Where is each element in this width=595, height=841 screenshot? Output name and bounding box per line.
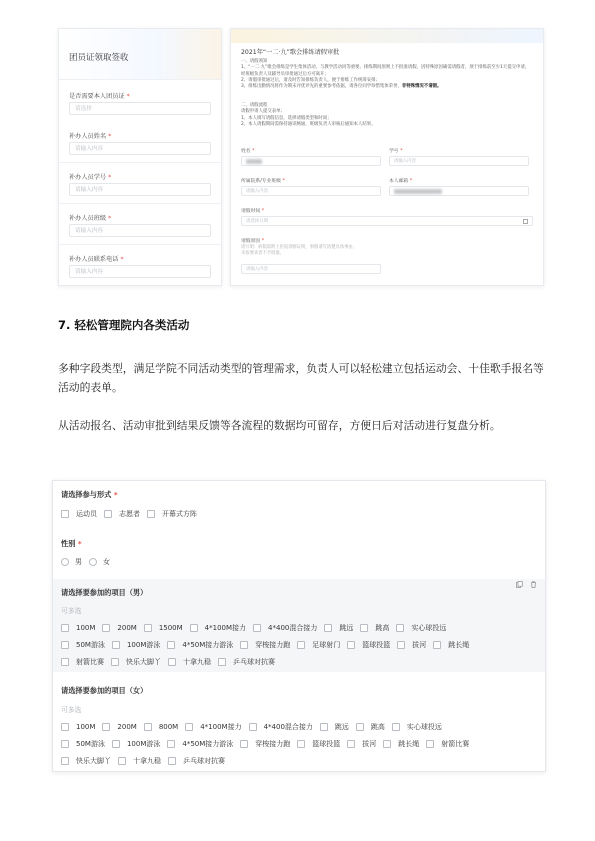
checkbox[interactable] bbox=[167, 740, 175, 748]
checkbox[interactable] bbox=[324, 624, 332, 632]
class-input[interactable]: 请输入内容 bbox=[69, 224, 211, 237]
checkbox[interactable] bbox=[167, 641, 175, 649]
form-title: 团员证领取签收 bbox=[69, 53, 129, 63]
question-label: 性别 * bbox=[61, 539, 82, 548]
trash-icon[interactable] bbox=[530, 581, 537, 588]
checkbox[interactable] bbox=[112, 641, 120, 649]
field-label: 是否需要本人团员证 * bbox=[69, 93, 130, 100]
checkbox-option[interactable]: 200M bbox=[102, 723, 136, 731]
checkbox[interactable] bbox=[360, 624, 368, 632]
checkbox-option[interactable]: 拔河 bbox=[347, 739, 376, 749]
radio[interactable] bbox=[61, 558, 69, 566]
checkbox-option[interactable]: 篮球投篮 bbox=[297, 739, 340, 749]
checkbox[interactable] bbox=[61, 510, 69, 518]
checkbox[interactable] bbox=[168, 757, 176, 765]
checkbox-option[interactable]: 穿梭接力跑 bbox=[240, 640, 290, 650]
reason-input[interactable]: 请输入内容 bbox=[241, 264, 381, 274]
checkbox[interactable] bbox=[144, 723, 152, 731]
college-label: 所属院系/专业班级 * bbox=[241, 179, 285, 184]
notes-text: 一、请假须知 1、“一二·九”歌会排练是学生集体活动，与教学活动同等重要。排练期间原则上不批准请假，因特殊原因确需请假者，须于排练前至少1天提交申请，经班级负责人及辅导员审批通过后方可离开； 2、请假审批通过后，请及时告知排练负责人，便于排练工作统筹安排； 3、排练出勤情况将作为期末评优评先的重要参考依据，请各位同学珍惜集体荣誉，非特殊情况不请假。 bbox=[241, 59, 530, 90]
checkbox-group bbox=[61, 739, 476, 749]
question-label: 请选择要参加的项目（男） bbox=[61, 588, 148, 597]
checkbox-option[interactable]: 射箭比赛 bbox=[61, 657, 104, 667]
checkbox-option[interactable]: 跳长绳 bbox=[383, 739, 419, 749]
checkbox[interactable] bbox=[61, 757, 69, 765]
checkbox-option[interactable]: 十拿九稳 bbox=[168, 657, 211, 667]
calendar-icon bbox=[523, 219, 528, 224]
checkbox[interactable] bbox=[383, 740, 391, 748]
redacted-value bbox=[394, 189, 442, 194]
checkbox[interactable] bbox=[347, 641, 355, 649]
question-label: 请选择参与形式 * bbox=[61, 490, 118, 499]
checkbox[interactable] bbox=[61, 740, 69, 748]
checkbox-option[interactable]: 4*50M接力游泳 bbox=[167, 739, 233, 749]
student-id-input[interactable]: 请输入内容 bbox=[389, 156, 529, 166]
checkbox-option[interactable]: 800M bbox=[144, 723, 178, 731]
checkbox-option[interactable]: 志愿者 bbox=[104, 509, 140, 519]
activity-signup-form bbox=[52, 480, 546, 772]
checkbox-option[interactable]: 跳远 bbox=[320, 722, 349, 732]
name-input[interactable] bbox=[241, 156, 381, 166]
checkbox-option[interactable]: 50M游泳 bbox=[61, 640, 105, 650]
header-gradient bbox=[231, 29, 543, 43]
checkbox-option[interactable]: 100M bbox=[61, 624, 95, 632]
reason-hint: 请写明：病假需附上医院诊断证明，事假请写清楚具体事由，未按要求者不予批准。 bbox=[241, 245, 358, 256]
checkbox-group bbox=[61, 756, 232, 766]
form-title: 2021年“一二·九”歌会排练请假审批 bbox=[241, 49, 340, 56]
redacted-value bbox=[246, 159, 262, 164]
checkbox[interactable] bbox=[297, 740, 305, 748]
field-label: 补办人员学号 * bbox=[69, 174, 112, 181]
checkbox-option[interactable]: 4*400混合接力 bbox=[253, 623, 317, 633]
checkbox-option[interactable]: 跳长绳 bbox=[433, 640, 469, 650]
field-label: 补办人员班级 * bbox=[69, 215, 112, 222]
field-label: 补办人员姓名 * bbox=[69, 133, 112, 140]
checkbox-option[interactable]: 跳远 bbox=[324, 623, 353, 633]
checkbox-option[interactable]: 开幕式方阵 bbox=[147, 509, 197, 519]
checkbox[interactable] bbox=[61, 641, 69, 649]
mobile-form-preview bbox=[58, 28, 222, 286]
date-picker[interactable]: 请选择日期 bbox=[241, 216, 533, 226]
question-hint: 可多选 bbox=[61, 706, 82, 714]
desktop-form-preview bbox=[230, 28, 544, 286]
checkbox[interactable] bbox=[102, 624, 110, 632]
checkbox[interactable] bbox=[61, 624, 69, 632]
checkbox-option[interactable]: 拔河 bbox=[397, 640, 426, 650]
name-input[interactable]: 请输入内容 bbox=[69, 142, 211, 155]
time-label: 请假时间 * bbox=[241, 209, 265, 214]
copy-icon[interactable] bbox=[516, 581, 523, 588]
checkbox[interactable] bbox=[433, 641, 441, 649]
checkbox-option[interactable]: 快乐大脚丫 bbox=[61, 756, 111, 766]
question-hint: 可多选 bbox=[61, 607, 82, 615]
checkbox[interactable] bbox=[240, 641, 248, 649]
checkbox-option[interactable]: 100M bbox=[61, 723, 95, 731]
checkbox[interactable] bbox=[426, 740, 434, 748]
process-text: 二、请假流程 请假申请人提交表单； 1、本人填写请假信息，选择请假类型和时间； 2、本人请假期间需保持通讯畅通，班级负责人审核后通知本人结果。 bbox=[241, 103, 376, 127]
checkbox[interactable] bbox=[249, 723, 257, 731]
checkbox[interactable] bbox=[218, 658, 226, 666]
checkbox-option[interactable]: 射箭比赛 bbox=[426, 739, 469, 749]
checkbox[interactable] bbox=[253, 624, 261, 632]
field-label: 补办人员联系电话 * bbox=[69, 256, 124, 263]
checkbox[interactable] bbox=[347, 740, 355, 748]
checkbox[interactable] bbox=[397, 641, 405, 649]
checkbox[interactable] bbox=[392, 723, 400, 731]
checkbox-option[interactable]: 篮球投篮 bbox=[347, 640, 390, 650]
checkbox[interactable] bbox=[168, 658, 176, 666]
checkbox-option[interactable]: 乒乓球对抗赛 bbox=[218, 657, 275, 667]
checkbox-option[interactable]: 足球射门 bbox=[297, 640, 340, 650]
checkbox-group bbox=[61, 640, 476, 650]
checkbox[interactable] bbox=[144, 624, 152, 632]
checkbox[interactable] bbox=[104, 510, 112, 518]
paragraph: 多种字段类型，满足学院不同活动类型的管理需求，负责人可以轻松建立包括运动会、十佳歌手报名等活动的表单。 bbox=[58, 362, 544, 394]
radio-option[interactable]: 女 bbox=[89, 557, 110, 567]
checkbox-group bbox=[61, 623, 453, 633]
section-heading: 7. 轻松管理院内各类活动 bbox=[58, 318, 190, 332]
name-label: 姓名 * bbox=[241, 149, 255, 154]
email-label: 本人邮箱 * bbox=[389, 179, 413, 184]
checkbox-option[interactable]: 跳高 bbox=[360, 623, 389, 633]
checkbox-option[interactable]: 4*400混合接力 bbox=[249, 722, 313, 732]
select-field[interactable]: 请选择 bbox=[69, 102, 211, 115]
checkbox[interactable] bbox=[111, 658, 119, 666]
checkbox-option[interactable]: 50M游泳 bbox=[61, 739, 105, 749]
checkbox[interactable] bbox=[185, 723, 193, 731]
checkbox-option[interactable]: 穿梭接力跑 bbox=[240, 739, 290, 749]
checkbox-option[interactable]: 乒乓球对抗赛 bbox=[168, 756, 225, 766]
radio[interactable] bbox=[89, 558, 97, 566]
checkbox-option[interactable]: 实心球投远 bbox=[396, 623, 446, 633]
checkbox-option[interactable]: 十拿九稳 bbox=[118, 756, 161, 766]
checkbox-option[interactable]: 4*50M接力游泳 bbox=[167, 640, 233, 650]
radio-group bbox=[61, 557, 117, 567]
student-id-input[interactable]: 请输入内容 bbox=[69, 183, 211, 196]
paragraph: 从活动报名、活动审批到结果反馈等各流程的数据均可留存，方便日后对活动进行复盘分析。 bbox=[58, 419, 501, 432]
divider bbox=[59, 162, 221, 163]
checkbox[interactable] bbox=[118, 757, 126, 765]
checkbox[interactable] bbox=[240, 740, 248, 748]
checkbox[interactable] bbox=[297, 641, 305, 649]
checkbox[interactable] bbox=[61, 658, 69, 666]
checkbox[interactable] bbox=[102, 723, 110, 731]
email-input[interactable] bbox=[389, 186, 529, 196]
divider bbox=[59, 79, 221, 80]
checkbox-option[interactable]: 1500M bbox=[144, 624, 183, 632]
checkbox-option[interactable]: 100M游泳 bbox=[112, 739, 160, 749]
checkbox-option[interactable]: 实心球投远 bbox=[392, 722, 442, 732]
divider bbox=[59, 244, 221, 245]
checkbox-option[interactable]: 4*100M接力 bbox=[185, 722, 241, 732]
checkbox[interactable] bbox=[112, 740, 120, 748]
reason-label: 请假原因 * bbox=[241, 239, 265, 244]
question-label: 请选择要参加的项目（女） bbox=[61, 686, 148, 695]
checkbox-option[interactable]: 4*100M接力 bbox=[190, 623, 246, 633]
checkbox-group bbox=[61, 722, 449, 732]
checkbox-option[interactable]: 快乐大脚丫 bbox=[111, 657, 161, 667]
phone-input[interactable]: 请输入内容 bbox=[69, 265, 211, 278]
checkbox[interactable] bbox=[320, 723, 328, 731]
checkbox[interactable] bbox=[147, 510, 155, 518]
radio-option[interactable]: 男 bbox=[61, 557, 82, 567]
checkbox-group bbox=[61, 657, 282, 667]
checkbox-option[interactable]: 跳高 bbox=[356, 722, 385, 732]
college-input[interactable]: 请输入内容 bbox=[241, 186, 381, 196]
checkbox[interactable] bbox=[190, 624, 198, 632]
checkbox-group bbox=[61, 509, 204, 519]
student-id-label: 学号 * bbox=[389, 149, 403, 154]
checkbox-option[interactable]: 100M游泳 bbox=[112, 640, 160, 650]
checkbox[interactable] bbox=[396, 624, 404, 632]
checkbox-option[interactable]: 200M bbox=[102, 624, 136, 632]
divider bbox=[59, 203, 221, 204]
checkbox-option[interactable]: 运动员 bbox=[61, 509, 97, 519]
checkbox[interactable] bbox=[356, 723, 364, 731]
checkbox[interactable] bbox=[61, 723, 69, 731]
